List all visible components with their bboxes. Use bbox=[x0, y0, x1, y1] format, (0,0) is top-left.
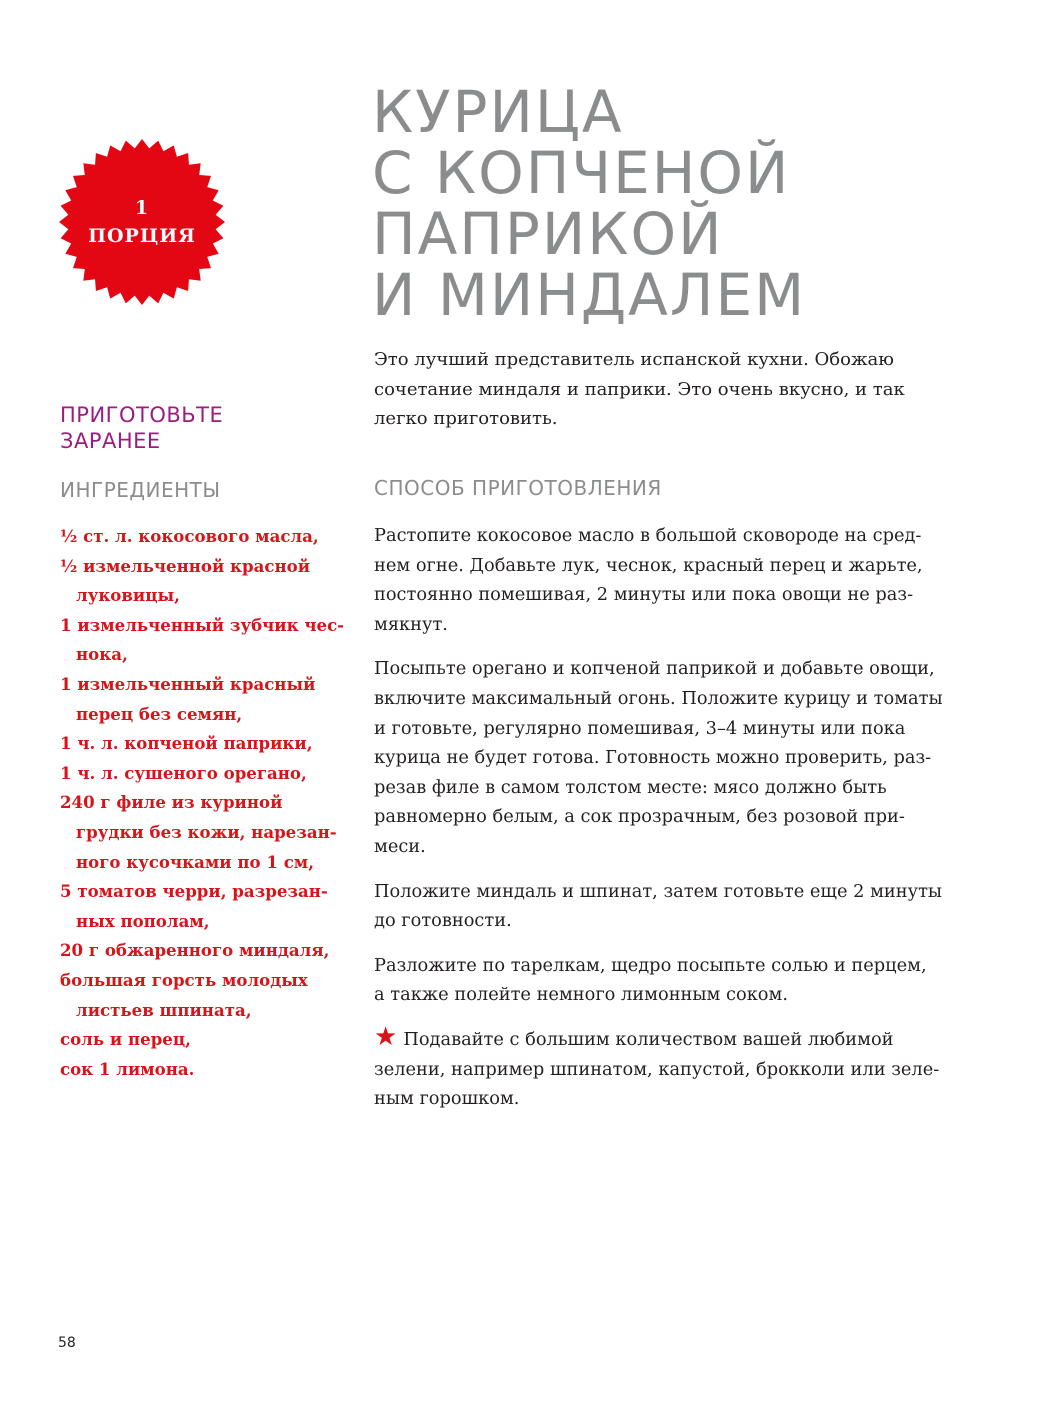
ingredient-line: ного кусочками по 1 см, bbox=[76, 851, 314, 872]
title-line: С КОПЧЕНОЙ bbox=[372, 139, 791, 207]
ingredient-line: луковицы, bbox=[76, 585, 180, 606]
title-line: ПАПРИКОЙ bbox=[372, 200, 724, 268]
ingredient-line: 20 г обжаренного миндаля, bbox=[60, 940, 330, 961]
ingredient-line: сок 1 лимона. bbox=[60, 1058, 195, 1079]
ingredient-line: соль и перец, bbox=[60, 1029, 191, 1050]
tip-line: зелени, например шпинатом, капустой, брокколи или зеле- bbox=[374, 1058, 940, 1080]
star-icon: ★ bbox=[374, 1021, 398, 1052]
ingredient-item bbox=[60, 1055, 350, 1085]
step-line: мякнут. bbox=[374, 613, 448, 635]
ingredient-line: 1 ч. л. сушеного орегано, bbox=[60, 762, 307, 783]
tip-text: Подавайте с большим количеством вашей любимой bbox=[403, 1028, 894, 1050]
method-steps bbox=[374, 521, 984, 1129]
ingredient-item bbox=[60, 729, 350, 759]
ingredient-item bbox=[60, 936, 350, 966]
tip-line bbox=[374, 1021, 984, 1055]
step-line: резав филе в самом толстом месте: мясо должно быть bbox=[374, 776, 887, 798]
ingredient-line: 5 томатов черри, разрезан- bbox=[60, 881, 328, 902]
step-line: равномерно белым, а сок прозрачным, без розовой при- bbox=[374, 806, 905, 828]
step-line: курица не будет готова. Готовность можно проверить, раз- bbox=[374, 747, 932, 769]
intro-line: легко приготовить. bbox=[374, 408, 558, 429]
servings-number: 1 bbox=[134, 197, 150, 219]
ingredient-item bbox=[60, 877, 350, 936]
step-line: Растопите кокосовое масло в большой сковороде на сред- bbox=[374, 525, 922, 546]
servings-badge bbox=[58, 138, 226, 306]
ingredient-item bbox=[60, 759, 350, 789]
method-step bbox=[374, 654, 984, 861]
ingredient-line: листьев шпината, bbox=[76, 999, 252, 1020]
method-step bbox=[374, 877, 984, 936]
ingredient-line: большая горсть молодых bbox=[60, 969, 308, 990]
method-step bbox=[374, 951, 984, 1010]
ingredient-item bbox=[60, 966, 350, 1025]
servings-text bbox=[58, 138, 226, 306]
ingredient-line: ½ ст. л. кокосового масла, bbox=[60, 526, 319, 546]
method-step bbox=[374, 521, 984, 639]
page-number: 58 bbox=[58, 1335, 76, 1351]
ingredient-item bbox=[60, 788, 350, 877]
ingredient-item bbox=[60, 1025, 350, 1055]
prep-ahead-line: ПРИГОТОВЬТЕ bbox=[60, 403, 224, 427]
intro-line: Это лучший представитель испанской кухни. Обожаю bbox=[374, 349, 894, 370]
ingredient-line: перец без семян, bbox=[76, 703, 243, 724]
title-line: КУРИЦА bbox=[372, 78, 624, 146]
ingredient-item bbox=[60, 522, 350, 552]
servings-label: ПОРЦИЯ bbox=[88, 225, 196, 247]
step-line: а также полейте немного лимонным соком. bbox=[374, 984, 788, 1006]
ingredient-line: нока, bbox=[76, 644, 128, 665]
ingredients-heading: ИНГРЕДИЕНТЫ bbox=[60, 478, 221, 502]
recipe-title bbox=[372, 78, 1032, 329]
ingredient-item bbox=[60, 670, 350, 729]
ingredient-item bbox=[60, 552, 350, 611]
ingredient-line: 240 г филе из куриной bbox=[60, 792, 283, 813]
prep-ahead-label bbox=[60, 402, 320, 454]
step-line: Положите миндаль и шпинат, затем готовьте еще 2 минуты bbox=[374, 880, 943, 902]
step-line: нем огне. Добавьте лук, чеснок, красный перец и жарьте, bbox=[374, 554, 923, 576]
ingredient-line: 1 измельченный зубчик чес- bbox=[60, 614, 345, 635]
intro-line: сочетание миндаля и паприки. Это очень вкусно, и так bbox=[374, 378, 905, 400]
ingredient-line: 1 ч. л. копченой паприки, bbox=[60, 733, 313, 754]
step-line: до готовности. bbox=[374, 910, 512, 932]
tip-line: ным горошком. bbox=[374, 1088, 520, 1110]
step-line: Посыпьте орегано и копченой паприкой и добавьте овощи, bbox=[374, 658, 935, 680]
step-line: Разложите по тарелкам, щедро посыпьте солью и перцем, bbox=[374, 954, 927, 976]
step-line: меси. bbox=[374, 835, 426, 857]
ingredient-line: ½ измельченной красной bbox=[60, 555, 311, 576]
ingredient-item bbox=[60, 611, 350, 670]
recipe-intro bbox=[374, 345, 974, 434]
step-line: постоянно помешивая, 2 минуты или пока овощи не раз- bbox=[374, 584, 914, 606]
ingredient-line: грудки без кожи, нарезан- bbox=[76, 821, 337, 842]
ingredients-list bbox=[60, 522, 350, 1084]
prep-ahead-line: ЗАРАНЕЕ bbox=[60, 429, 161, 453]
step-line: включите максимальный огонь. Положите курицу и томаты bbox=[374, 687, 943, 709]
serving-tip bbox=[374, 1021, 984, 1114]
ingredient-line: 1 измельченный красный bbox=[60, 673, 316, 694]
step-line: и готовьте, регулярно помешивая, 3–4 минуты или пока bbox=[374, 717, 906, 739]
method-heading: СПОСОБ ПРИГОТОВЛЕНИЯ bbox=[374, 476, 662, 500]
ingredient-line: ных пополам, bbox=[76, 910, 210, 931]
title-line: И МИНДАЛЕМ bbox=[372, 261, 807, 329]
